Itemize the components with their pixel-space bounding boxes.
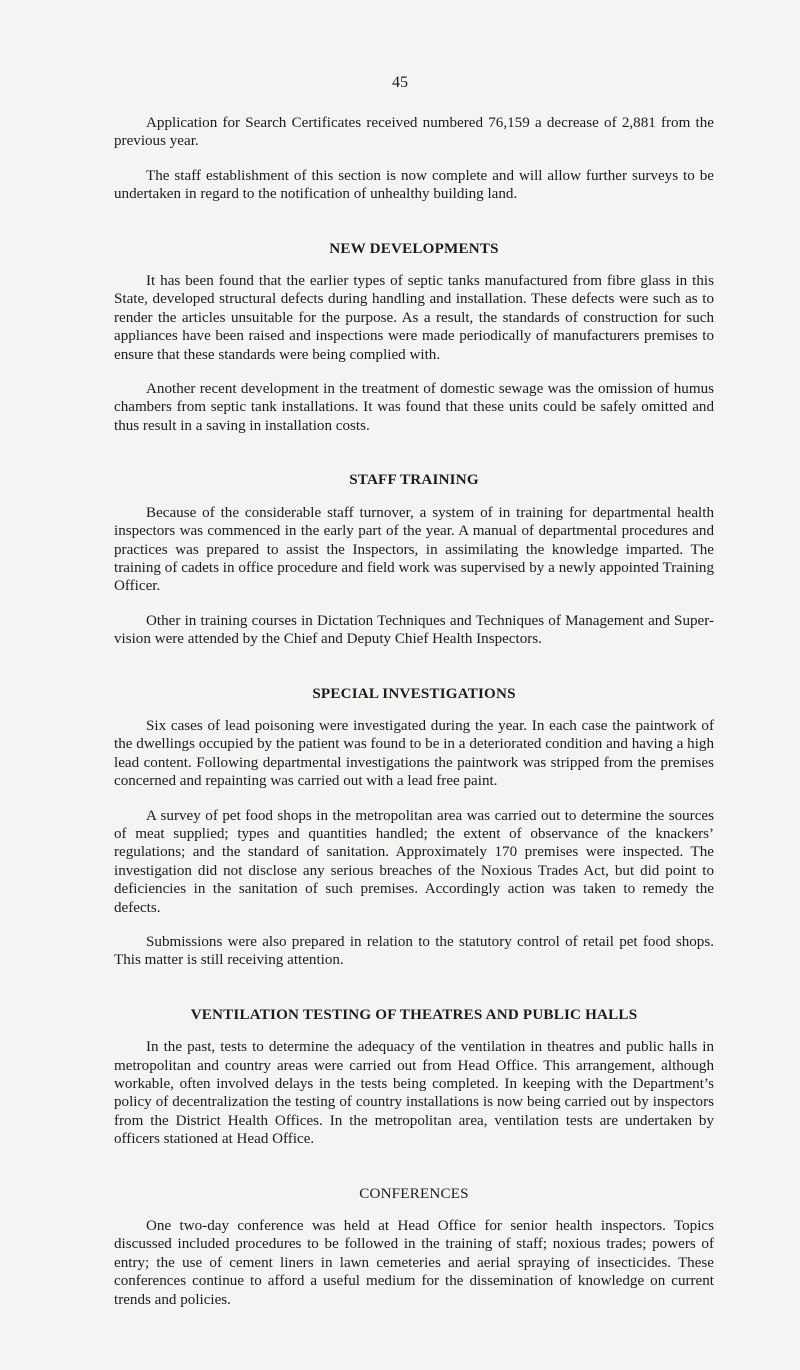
section-heading-special-investigations: SPECIAL INVESTIGATIONS: [312, 685, 516, 702]
ventilation-testing-paragraph-1: In the past, tests to determine the adequacy of the ventilation in theatres and public halls in metropolitan and country areas were carried out from Head Office. This arrangement, although workable, often involved delays in the tests being completed. In keeping with the Department’s policy of decentralization the testing of country installations is now being carried out by inspectors from the District Health Offices. In the metropolitan area, ventilation tests are undertaken by officers stationed at Head Office.: [114, 1039, 714, 1148]
section-heading-conferences: CONFERENCES: [359, 1185, 469, 1202]
conferences-paragraph-1: One two-day conference was held at Head Office for senior health inspectors. Topics discussed included procedures to be followed in the training of staff; noxious trades; powers of entry; the use of cement liners in lawn cemeteries and aerial spraying of insecticides. These conferences continue to afford a useful medium for the dissemination of knowledge on current trends and policies.: [114, 1218, 714, 1308]
staff-training-paragraph-2: Other in training courses in Dictation Techniques and Techniques of Management and Super-vision were attended by the Chief and Deputy Chief Health Inspectors.: [114, 612, 714, 648]
special-investigations-paragraph-2: A survey of pet food shops in the metropolitan area was carried out to determine the sources of meat supplied; types and quantities handled; the extent of observance of the knackers’ regulations; and the standard of sanitation. Approximately 170 premises were inspected. The investigation did not disclose any serious breaches of the Noxious Trades Act, but did point to deficiencies in the sanitation of such premises. Accordingly action was taken to remedy the defects.: [114, 807, 714, 916]
section-heading-ventilation-testing: VENTILATION TESTING OF THEATRES AND PUBLIC HALLS: [190, 1006, 638, 1023]
document-body: [114, 114, 714, 1325]
special-investigations-paragraph-3: Submissions were also prepared in relation to the statutory control of retail pet food shops. This matter is still receiving attention.: [114, 934, 714, 969]
staff-training-paragraph-1: Because of the considerable staff turnover, a system of in training for departmental health inspectors was commenced in the early part of the year. A manual of departmental procedures and practices was prepared to assist the Inspectors, in assimilating the knowledge imparted. The training of cadets in office procedure and field work was supervised by a newly appointed Training Officer.: [114, 504, 714, 595]
page-number: 45: [392, 74, 408, 91]
section-heading-new-developments: NEW DEVELOPMENTS: [329, 240, 499, 257]
special-investigations-paragraph-1: Six cases of lead poisoning were investigated during the year. In each case the paintwork of the dwellings occupied by the patient was found to be in a deteriorated condition and having a high lead content. Following departmental investigations the paintwork was stripped from the premises concerned and repainting was carried out with a lead free paint.: [114, 717, 714, 790]
section-heading-staff-training: STAFF TRAINING: [349, 472, 479, 489]
new-developments-paragraph-2: Another recent development in the treatment of domestic sewage was the omission of humus chambers from septic tank installations. It was found that these units could be safely omitted and thus result in a saving in installation costs.: [114, 381, 714, 434]
intro-paragraph-1: Application for Search Certificates received numbered 76,159 a decrease of 2,881 from the previous year.: [114, 115, 714, 150]
intro-paragraph-2: The staff establishment of this section is now complete and will allow further surveys to be undertaken in regard to the notification of unhealthy building land.: [114, 167, 714, 203]
new-developments-paragraph-1: It has been found that the earlier types of septic tanks manufactured from fibre glass in this State, developed structural defects during handling and installation. These defects were such as to render the articles unsuitable for the purpose. As a result, the standards of construction for such appliances have been raised and inspections were made periodically of manufacturers premises to ensure that these standards were being complied with.: [114, 273, 714, 363]
